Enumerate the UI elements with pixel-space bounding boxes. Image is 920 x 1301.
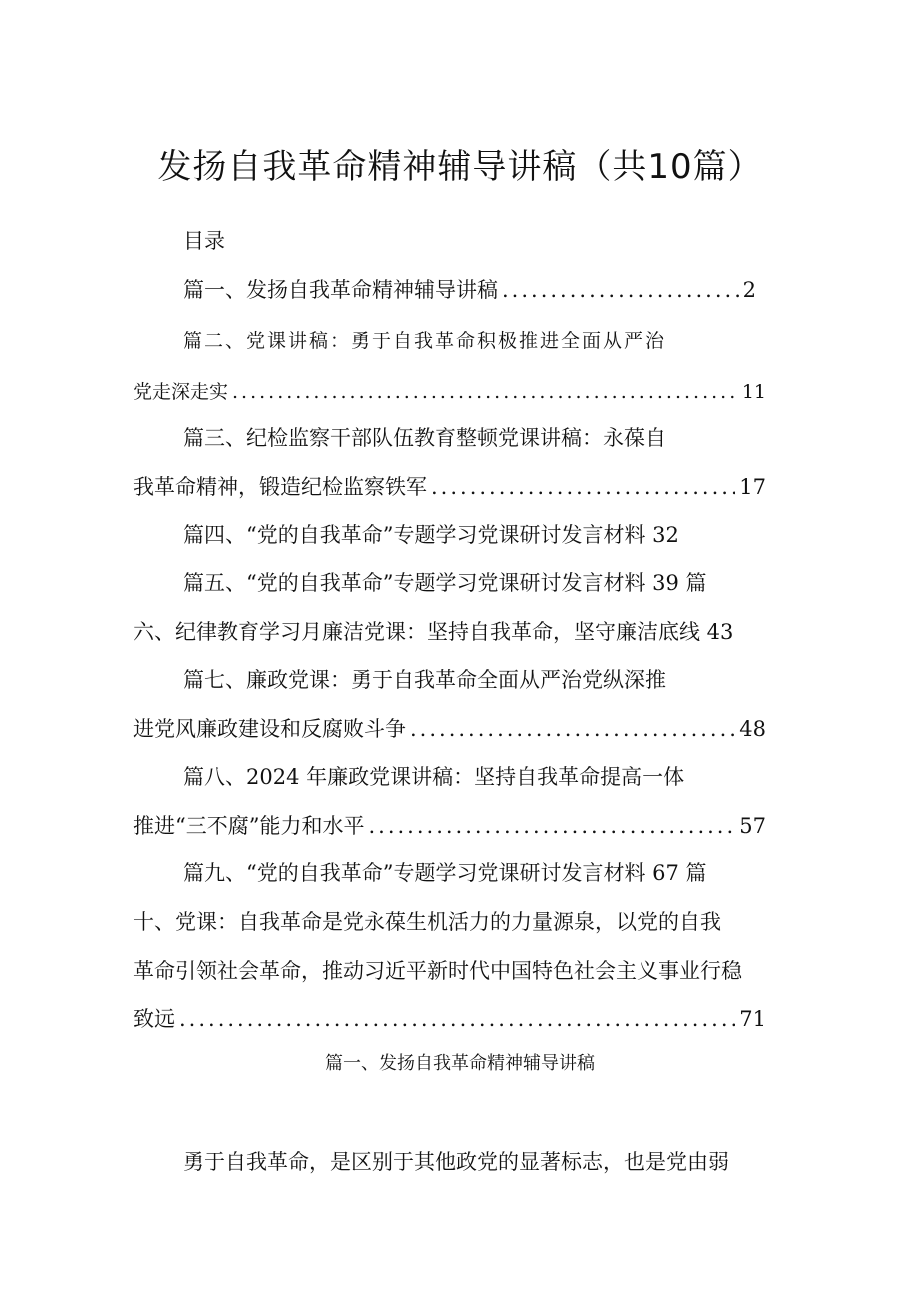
- toc-leader-dots: [232, 377, 738, 407]
- toc-entry-4[interactable]: 篇四、“党的自我革命”专题学习党课研讨发言材料 32: [183, 523, 679, 547]
- toc-entry-title: 致远: [133, 1007, 175, 1031]
- toc-leader-dots: [502, 275, 739, 305]
- toc-page-number: 57: [739, 814, 766, 838]
- toc-entry-7[interactable]: [133, 714, 766, 744]
- document-title: 发扬自我革命精神辅导讲稿（共10篇）: [157, 147, 763, 187]
- toc-heading: 目录: [183, 229, 225, 253]
- toc-page-number: 48: [739, 717, 766, 741]
- toc-entry-title: 篇一、发扬自我革命精神辅导讲稿: [183, 278, 498, 302]
- toc-entry-title: 党走深走实: [133, 381, 229, 403]
- toc-entry-9-line1[interactable]: 篇九、“党的自我革命”专题学习党课研讨发言材料 67 篇: [183, 861, 707, 885]
- toc-entry-8-line1[interactable]: 篇八、2024 年廉政党课讲稿：坚持自我革命提高一体: [183, 765, 685, 789]
- toc-entry-title: 推进“三不腐”能力和水平: [133, 814, 365, 838]
- toc-page-number: 11: [741, 381, 766, 403]
- toc-entry-1[interactable]: [183, 275, 756, 305]
- toc-entry-6[interactable]: 六、纪律教育学习月廉洁党课：坚持自我革命，坚守廉洁底线 43: [133, 620, 734, 644]
- toc-entry-2[interactable]: [133, 377, 766, 407]
- toc-page-number: 71: [739, 1007, 766, 1031]
- toc-leader-dots: [431, 472, 735, 502]
- toc-page-number: 17: [739, 475, 766, 499]
- body-paragraph: 勇于自我革命，是区别于其他政党的显著标志，也是党由弱: [183, 1150, 729, 1174]
- toc-entry-5-line1[interactable]: 篇五、“党的自我革命”专题学习党课研讨发言材料 39 篇: [183, 571, 707, 595]
- toc-entry-title: 我革命精神，锻造纪检监察铁军: [133, 475, 427, 499]
- section-heading: 篇一、发扬自我革命精神辅导讲稿: [325, 1053, 595, 1074]
- toc-leader-dots: [368, 811, 735, 841]
- toc-entry-3[interactable]: [133, 472, 766, 502]
- toc-entry-8[interactable]: [133, 811, 766, 841]
- toc-entry-10-line1[interactable]: 十、党课：自我革命是党永葆生机活力的力量源泉，以党的自我: [133, 910, 721, 934]
- toc-entry-7-line1[interactable]: 篇七、廉政党课：勇于自我革命全面从严治党纵深推: [183, 668, 666, 692]
- toc-entry-3-line1[interactable]: 篇三、纪检监察干部队伍教育整顿党课讲稿：永葆自: [183, 426, 666, 450]
- toc-entry-10[interactable]: [133, 1004, 766, 1034]
- toc-entry-2-line1[interactable]: 篇二、党课讲稿：勇于自我革命积极推进全面从严治: [183, 330, 667, 352]
- toc-page-number: 2: [742, 278, 756, 302]
- toc-entry-title: 进党风廉政建设和反腐败斗争: [133, 717, 406, 741]
- toc-entry-10-line2[interactable]: 革命引领社会革命，推动习近平新时代中国特色社会主义事业行稳: [133, 959, 742, 983]
- toc-leader-dots: [410, 714, 735, 744]
- toc-leader-dots: [179, 1004, 735, 1034]
